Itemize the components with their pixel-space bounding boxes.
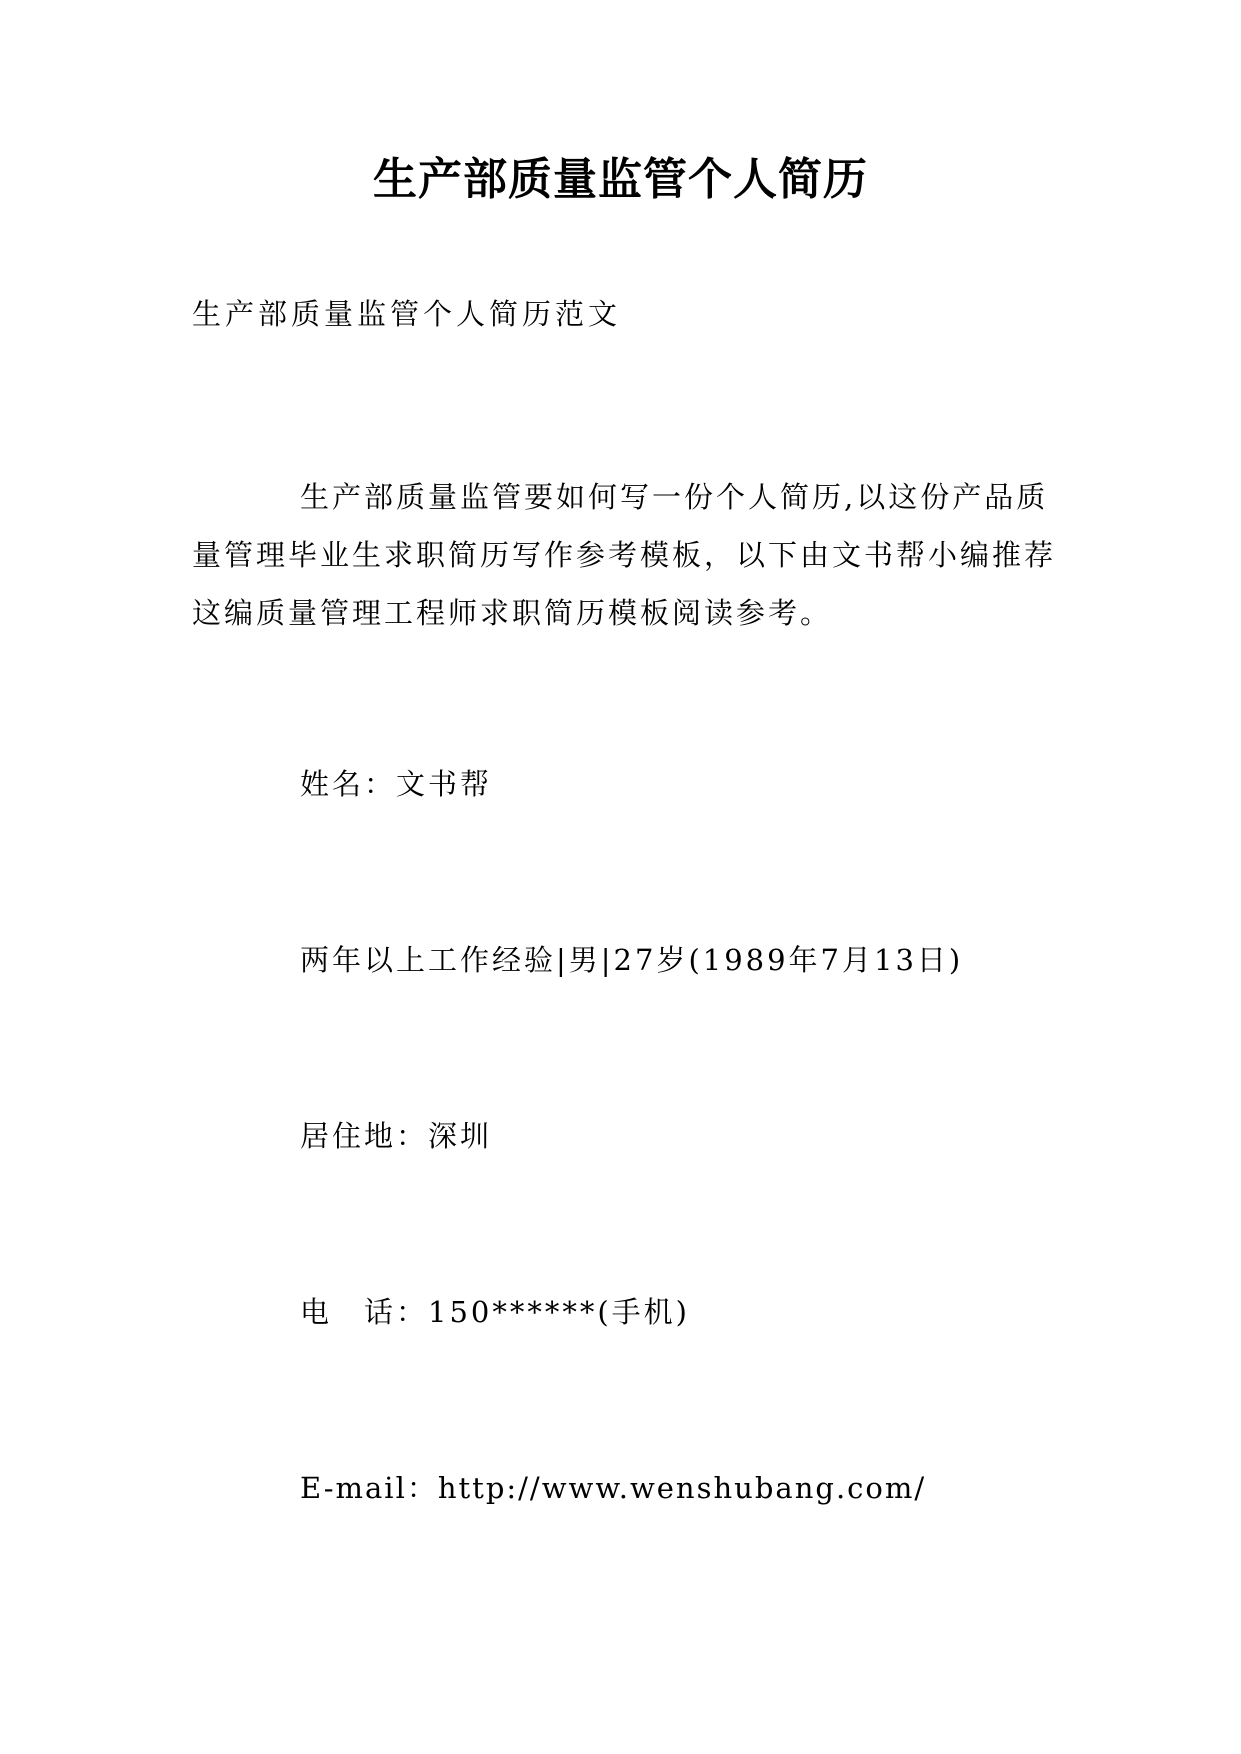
intro-paragraph: 生产部质量监管要如何写一份个人简历,以这份产品质量管理毕业生求职简历写作参考模板，以下由文书帮小编推荐这编质量管理工程师求职简历模板阅读参考。	[192, 480, 1057, 630]
phone-field: 电 话：150******(手机)	[300, 1295, 690, 1329]
document-subtitle: 生产部质量监管个人简历范文	[192, 297, 622, 331]
experience-field: 两年以上工作经验|男|27岁(1989年7月13日)	[300, 943, 964, 977]
page-title: 生产部质量监管个人简历	[373, 154, 868, 205]
name-field: 姓名：文书帮	[300, 767, 493, 801]
residence-field: 居住地：深圳	[300, 1119, 493, 1153]
email-field: E-mail：http://www.wenshubang.com/	[300, 1471, 927, 1505]
